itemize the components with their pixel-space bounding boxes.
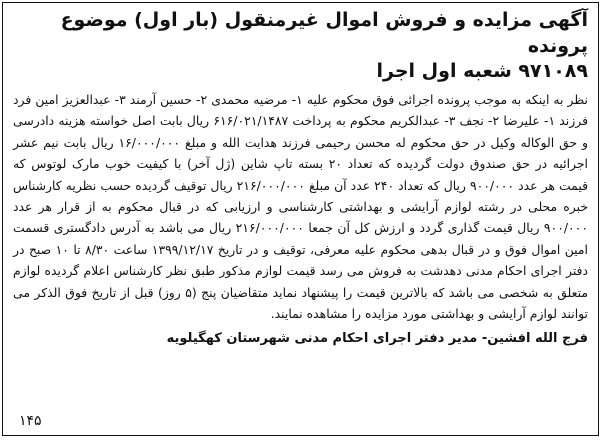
notice-code: ۱۴۵ — [19, 413, 42, 429]
notice-title-line1: آگهی مزایده و فروش اموال غیرمنقول (بار اول) موضوع پرونده — [60, 9, 588, 57]
auction-notice — [2, 2, 599, 436]
notice-signature: فرج الله افشین- مدیر دفتر اجرای احکام مدنی شهرستان کهگیلویه — [166, 331, 588, 347]
notice-title-line2: ۹۷۱۰۸۹ شعبه اول اجرا — [376, 60, 588, 82]
notice-body: نظر به اینکه به موجب پرونده اجرائی فوق محکوم علیه ۱- مرضیه محمدی ۲- حسین آرمند ۳- عبدالعزیز امین فرد فرزند ۱- علیرضا ۲- نجف ۳- عبدالکریم محکوم به پرداخت ۶۱۶/۰۲۱/۱۴۸۷ ریال بابت اصل خواسته هزینه دادرسی و حق الوکاله وکیل در حق محکوم له محسن رحیمی فرزند هدایت الله و مبلغ ۱۶/۰۰۰/۰۰۰ ریال بابت نیم عشر اجرائیه در حق صندوق دولت گردیده که تعداد ۲۰ بسته تاپ شاین (ژل آخر) با کیفیت خوب مارک لوتوس که قیمت هر عدد ۹۰۰/۰۰۰ ریال که تعداد ۲۴۰ عدد آن مبلغ ۲۱۶/۰۰۰/۰۰۰ ریال توقیف گردیده حسب نظریه کارشناس خبره محلی در رشته لوازم آرایشی و بهداشتی کارشناسی و ارزیابی که در قبال محکوم به از قرار هر عدد ۹۰۰/۰۰۰ ریال قیمت گذاری گردد و ارزش کل آن جمعا ۲۱۶/۰۰۰/۰۰۰ ریال می باشد به آدرس دادگستری قسمت امین اموال فوق و در قبال بدهی محکوم علیه معرفی، توقیف و در تاریخ ۱۳۹۹/۱۲/۱۷ ساعت ۸/۳۰ تا ۱۰ صبح در دفتر اجرای احکام مدنی دهدشت به فروش می رسد قیمت لوازم مذکور طبق نظر کارشناس اعلام گردیده لوازم متعلق به شخصی می باشد که بالاترین قیمت را پیشنهاد نماید متقاضیان پنج (۵ روز) قبل از تاریخ فوق الذکر می توانند لوازم آرایشی و بهداشتی مورد مزایده را مشاهده نمایند. — [13, 92, 589, 322]
